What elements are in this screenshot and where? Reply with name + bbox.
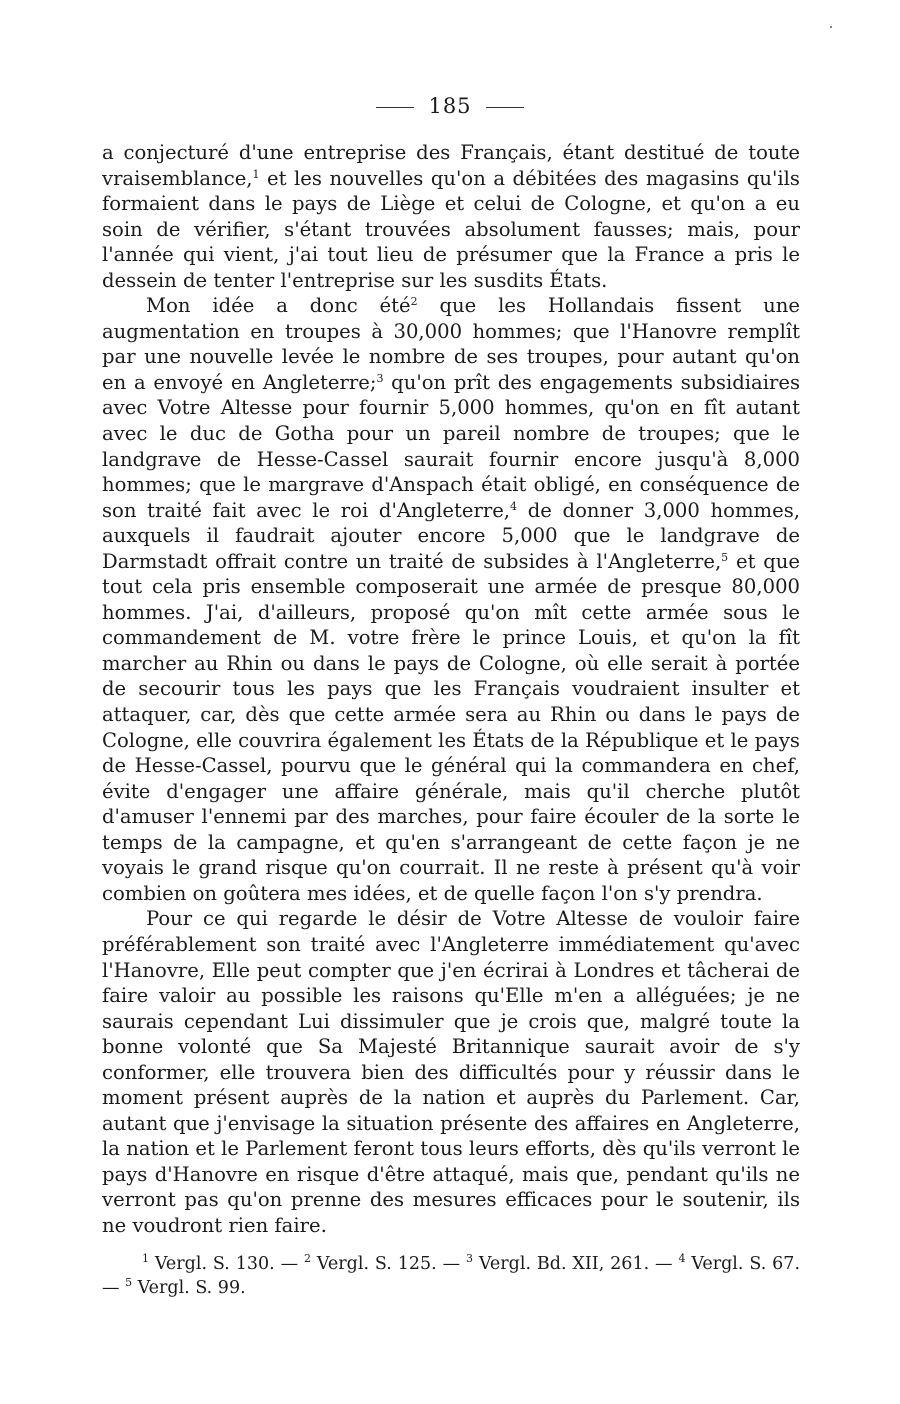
footnote-mark: 4	[678, 1252, 686, 1265]
footnote-text: Vergl. S. 99.	[132, 1278, 246, 1298]
footnote-mark: 1	[142, 1252, 149, 1265]
text-run: Mon idée a donc été	[146, 294, 411, 318]
body-text	[102, 140, 800, 1239]
footnote-ref: 3	[376, 371, 384, 385]
footnote-text: Vergl. S. 125. —	[311, 1254, 466, 1274]
paragraph-1	[102, 140, 800, 293]
paragraph-2	[102, 293, 800, 906]
page-number: 185	[428, 94, 472, 118]
text-run: que les Hollandais fissent une augmentation en troupes à 30,000 hommes; que l'Hanovre remplît par une nouvelle levée le nombre de ses troupes, pour autant qu'on en a envoyé en Angleterre;	[102, 294, 800, 394]
footnote-mark: 5	[125, 1276, 133, 1289]
paragraph-3	[102, 906, 800, 1238]
text-run: et les nouvelles qu'on a débitées des magasins qu'ils formaient dans le pays de Liège et celui de Cologne, et qu'on a eu soin de vérifier, s'étant trouvées absolument fausses; mais, pour l'année qui vient, j'ai tout lieu de présumer que la France a pris le dessein de tenter l'entreprise sur les susdits États.	[102, 166, 800, 292]
footnote-mark: 3	[466, 1252, 473, 1265]
footnote-text: Vergl. Bd. XII, 261. —	[473, 1254, 679, 1274]
text-run: Pour ce qui regarde le désir de Votre Altesse de vouloir faire préférablement son traité avec l'Angleterre immédiatement qu'avec l'Hanovre, Elle peut compter que j'en écrirai à Londres et tâcherai de faire valoir au possible les raisons qu'Elle m'en a alléguées; je ne saurais cependant Lui dissimuler que je crois que, malgré toute la bonne volonté que Sa Majesté Britannique saurait avoir de s'y conformer, elle trouvera bien des difficultés pour y réussir dans le moment présent auprès de la nation et auprès du Parlement. Car, autant que j'envisage la situation présente des affaires en Angleterre, la nation et le Parlement feront tous leurs efforts, dès qu'ils verront le pays d'Hanovre en risque d'être attaqué, mais que, pendant qu'ils ne verront pas qu'on prenne des mesures efficaces pour le soutenir, ils ne voudront rien faire.	[102, 907, 800, 1237]
text-run: de donner 3,000 hommes, auxquels il faudrait ajouter encore 5,000 que le landgrave de Darmstadt offrait contre un traité de subsides à l'Angleterre,	[102, 498, 800, 573]
footnote-line	[102, 1252, 800, 1300]
header-dash-right	[486, 107, 524, 108]
page-header	[0, 93, 900, 119]
footnote-text: Vergl. S. 130. —	[149, 1254, 304, 1274]
text-run: a conjecturé d'une entreprise des Français, étant destitué de toute vraisemblance,	[102, 141, 800, 190]
footnote-ref: 4	[510, 499, 518, 513]
footnotes	[102, 1252, 800, 1300]
header-dash-left	[376, 107, 414, 108]
footnote-mark: 2	[304, 1252, 311, 1265]
footnote-text: Vergl. S. 67. —	[102, 1254, 801, 1298]
footnote-ref: 2	[410, 295, 418, 309]
footnote-ref: 5	[721, 550, 729, 564]
text-run: et que tout cela pris ensemble composerait une armée de presque 80,000 hommes. J'ai, d'ailleurs, proposé qu'on mît cette armée sous le commandement de M. votre frère le prince Louis, et qu'on la fît marcher au Rhin ou dans le pays de Cologne, où elle serait à portée de secourir tous les pays que les Français voudraient insulter et attaquer, car, dès que cette armée sera au Rhin ou dans le pays de Cologne, elle couvrira également les États de la République et le pays de Hesse-Cassel, pourvu que le général qui la commandera en chef, évite d'engager une affaire générale, mais qu'il cherche plutôt d'amuser l'ennemi par des marches, pour faire écouler de la sorte le temps de la campagne, et qu'en s'arrangeant de cette façon je ne voyais le grand risque qu'on courrait. Il ne reste à présent qu'à voir combien on goûtera mes idées, et de quelle façon l'on s'y prendra.	[102, 549, 800, 905]
footnote-ref: 1	[252, 167, 260, 181]
page-speck	[830, 26, 832, 28]
text-run: qu'on prît des engagements subsidiaires avec Votre Altesse pour fournir 5,000 hommes, qu'on en fît autant avec le duc de Gotha pour un pareil nombre de troupes; que le landgrave de Hesse-Cassel saurait fournir encore jusqu'à 8,000 hommes; que le margrave d'Anspach était obligé, en conséquence de son traité fait avec le roi d'Angleterre,	[102, 370, 801, 522]
